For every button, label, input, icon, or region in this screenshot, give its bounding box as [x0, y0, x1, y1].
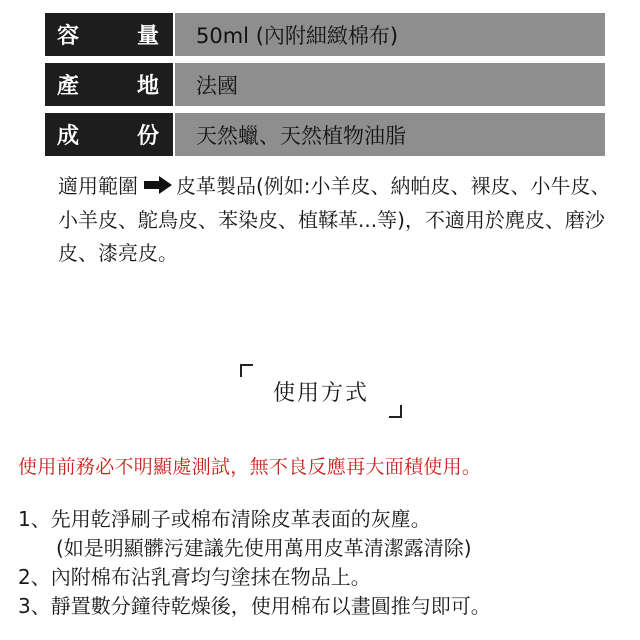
spec-label-char: 產 — [57, 74, 80, 99]
title-bracket-bottom-right — [389, 405, 402, 418]
spec-label — [45, 13, 173, 56]
usage-steps — [18, 505, 638, 621]
spec-label — [45, 63, 173, 106]
usage-step: 2、內附棉布沾乳膏均勻塗抹在物品上。 — [18, 565, 371, 589]
usage-step: 3、靜置數分鐘待乾燥後，使用棉布以畫圓推勻即可。 — [18, 594, 491, 618]
spec-label-char: 地 — [136, 74, 159, 99]
right-arrow-icon — [144, 171, 172, 204]
scope-prefix: 適用範圍 — [58, 174, 138, 198]
spec-label-char: 成 — [57, 124, 80, 149]
usage-section-title — [240, 364, 402, 418]
usage-step: 1、先用乾淨刷子或棉布清除皮革表面的灰塵。 — [18, 507, 431, 531]
scope-text: 皮革製品(例如:小羊皮、納帕皮、裸皮、小牛皮、小羊皮、鴕鳥皮、苯染皮、植鞣革...等)，不適用於麂皮、磨沙皮、漆亮皮。 — [58, 174, 611, 265]
usage-step-note: (如是明顯髒污建議先使用萬用皮革清潔露清除) — [56, 536, 472, 560]
spec-label — [45, 113, 173, 156]
spec-value: 天然蠟、天然植物油脂 — [175, 113, 605, 156]
applicable-scope — [58, 170, 618, 270]
spec-row-origin — [45, 63, 605, 106]
title-bracket-top-left — [240, 364, 253, 377]
spec-label-char: 量 — [136, 24, 159, 49]
spec-label-char: 份 — [136, 124, 159, 149]
spec-row-ingredients — [45, 113, 605, 156]
usage-warning: 使用前務必不明顯處測試，無不良反應再大面積使用。 — [18, 456, 482, 478]
spec-value: 法國 — [175, 63, 605, 106]
spec-value: 50ml (內附細緻棉布) — [175, 13, 605, 56]
usage-title-text: 使用方式 — [272, 380, 369, 406]
spec-row-capacity — [45, 13, 605, 56]
spec-label-char: 容 — [57, 24, 80, 49]
